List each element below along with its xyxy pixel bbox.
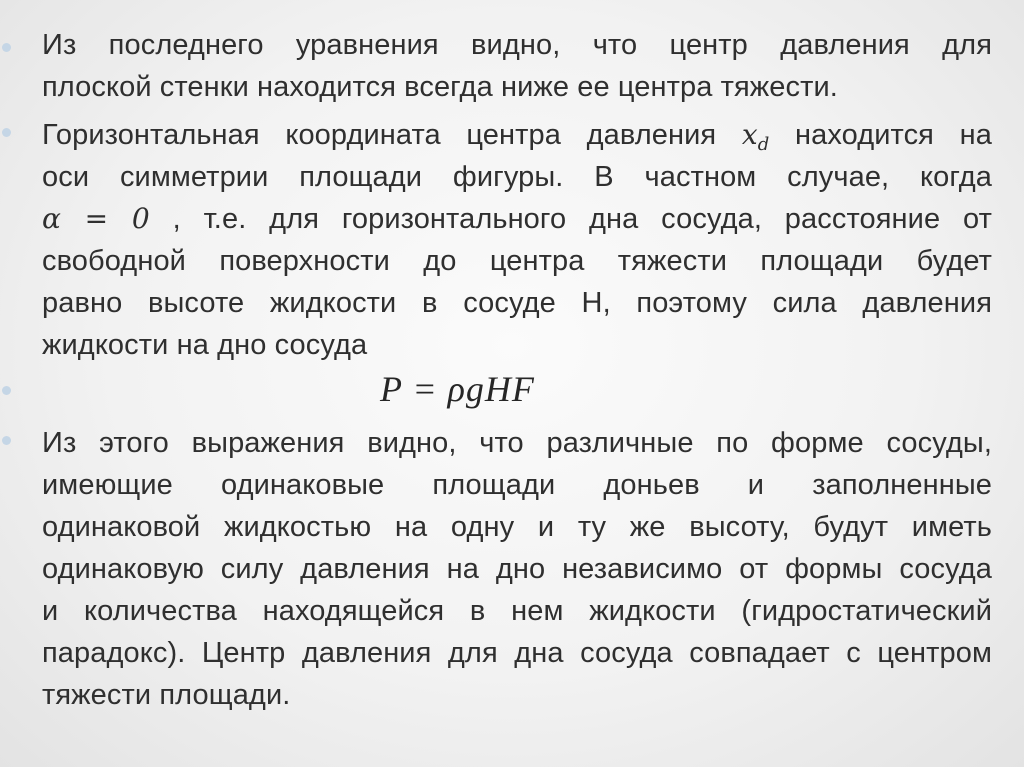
paragraph-1 [42,24,992,108]
p2-line-4: свободной поверхности до центра тяжести площади будет [42,245,992,277]
p2-line-6: жидкости на дно сосуда [42,329,368,361]
p3-line-2: имеющие одинаковые площади доньев и заполненные [42,469,992,501]
alpha-expression: α = 0 [42,202,150,235]
p3-line-7: тяжести площади. [42,679,291,711]
p3-line-3: одинаковой жидкостью на одну и ту же высоту, будут иметь [42,511,992,543]
p1-line-1: Из последнего уравнения видно, что центр давления для [42,29,992,61]
bullet-dot-1 [2,43,11,52]
p3-line-5: и количества находящейся в нем жидкости (гидростатический [42,595,992,627]
p2-line-1-end: находится на [795,119,992,151]
x-sub: d [757,134,770,155]
p2-line-5: равно высоте жидкости в сосуде H, поэтому сила давления [42,287,992,319]
p2-line-1-start: Горизонтальная координата центра давления [42,119,717,151]
p2-line-3-end: , т.е. для горизонтального дна сосуда, расстояние от [172,203,992,235]
p3-line-1: Из этого выражения видно, что различные по форме сосуды, [42,427,992,459]
bullet-dot-4 [2,436,11,445]
p2-line-2: оси симметрии площади фигуры. В частном случае, когда [42,161,992,193]
p3-line-4: одинаковую силу давления на дно независимо от формы сосуда [42,553,992,585]
p2-line-3 [42,198,992,240]
p2-line-1 [42,114,992,156]
x-d-variable [741,118,770,155]
paragraph-2 [42,114,992,366]
p1-line-2: плоской стенки находится всегда ниже ее центра тяжести. [42,71,838,103]
x-var: x [741,118,758,151]
paragraph-3 [42,422,992,716]
p3-line-6: парадокс). Центр давления для дна сосуда совпадает с центром [42,637,992,669]
pressure-formula: P = ρgHF [380,369,535,409]
bullet-dot-2 [2,128,11,137]
bullet-dot-3 [2,386,11,395]
